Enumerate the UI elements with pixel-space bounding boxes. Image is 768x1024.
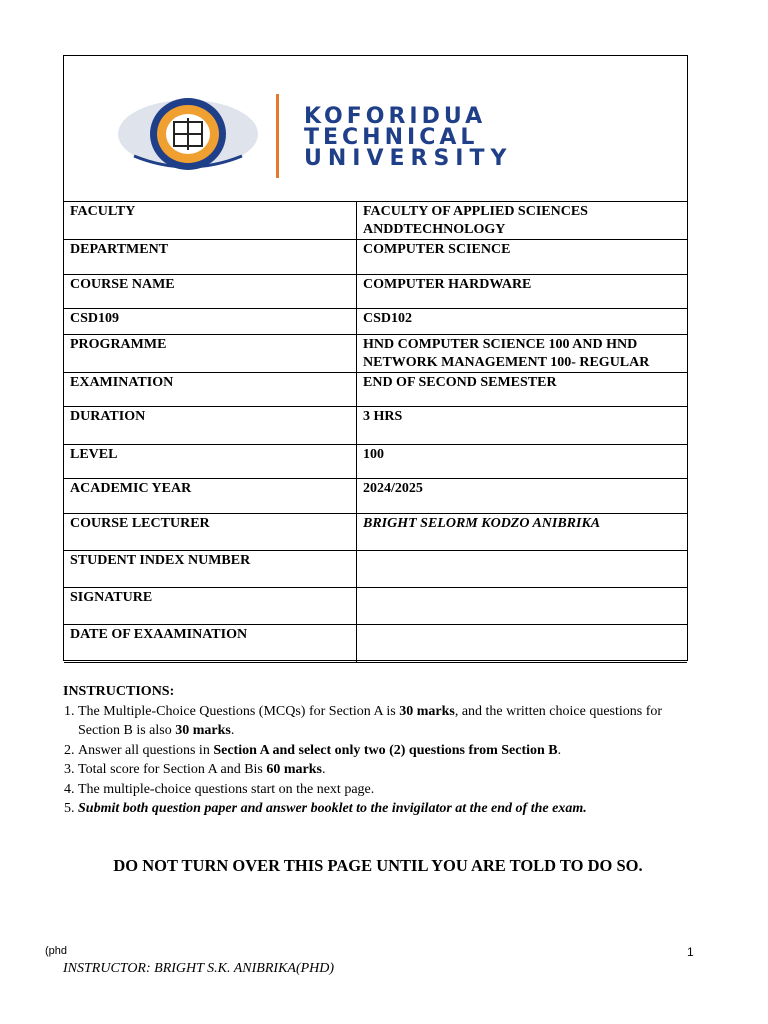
table-row	[64, 588, 687, 625]
instructions-block	[63, 682, 703, 819]
row-label: COURSE LECTURER	[64, 514, 357, 551]
emphasis: 30 marks	[175, 723, 231, 738]
row-label: EXAMINATION	[64, 373, 357, 407]
wordmark-line-1: KOFORIDUA	[304, 104, 487, 129]
text: The Multiple-Choice Questions (MCQs) for Section A is	[78, 703, 400, 719]
emphasis: Section A and select only two (2) questions from Section B	[213, 742, 558, 758]
emphasis: 30 marks	[399, 703, 455, 719]
row-value: COMPUTER HARDWARE	[357, 275, 688, 309]
table-row	[64, 479, 687, 514]
exam-info-table	[64, 202, 687, 663]
table-row	[64, 240, 687, 275]
row-value: FACULTY OF APPLIED SCIENCES ANDDTECHNOLOGY	[357, 202, 688, 240]
logo-header	[64, 56, 687, 202]
text: .	[557, 742, 562, 758]
row-label: ACADEMIC YEAR	[64, 479, 357, 514]
instructions-list	[63, 702, 703, 819]
list-item: 4. The multiple-choice questions start on the next page.	[78, 780, 703, 800]
row-value: 2024/2025	[357, 479, 688, 514]
warning-text: DO NOT TURN OVER THIS PAGE UNTIL YOU ARE TOLD TO DO SO.	[113, 856, 643, 875]
table-row	[64, 309, 687, 335]
text: Total score for Section A and Bis	[78, 762, 267, 777]
row-value	[357, 588, 688, 625]
table-row	[64, 407, 687, 445]
row-label: FACULTY	[64, 202, 357, 240]
list-item	[78, 741, 703, 761]
text: .	[322, 762, 326, 777]
table-row	[64, 625, 687, 663]
row-value: BRIGHT SELORM KODZO ANIBRIKA	[357, 514, 688, 551]
row-label: PROGRAMME	[64, 335, 357, 373]
row-label: SIGNATURE	[64, 588, 357, 625]
text: Answer all questions in	[78, 742, 214, 758]
text: , and the written choice questions for Section B is also	[78, 703, 663, 738]
table-row	[64, 445, 687, 479]
row-value: COMPUTER SCIENCE	[357, 240, 688, 275]
logo-divider	[276, 94, 279, 178]
table-row	[64, 275, 687, 309]
row-label: DEPARTMENT	[64, 240, 357, 275]
row-value: 3 HRS	[357, 407, 688, 445]
table-row	[64, 335, 687, 373]
row-value: 100	[357, 445, 688, 479]
wordmark-line-3: UNIVERSITY	[304, 146, 513, 171]
instructions-heading: INSTRUCTIONS:	[63, 684, 175, 699]
row-value	[357, 551, 688, 588]
row-value: CSD102	[357, 309, 688, 335]
page-number: 1	[687, 945, 694, 959]
list-item	[78, 760, 703, 780]
wordmark-line-2: TECHNICAL	[304, 125, 479, 150]
phd-note: (phd	[45, 945, 68, 957]
row-label: LEVEL	[64, 445, 357, 479]
university-seal-logo	[114, 92, 262, 176]
row-value: END OF SECOND SEMESTER	[357, 373, 688, 407]
row-value: HND COMPUTER SCIENCE 100 AND HND NETWORK MANAGEMENT 100- REGULAR	[357, 335, 688, 373]
row-label: DURATION	[64, 407, 357, 445]
row-label: COURSE NAME	[64, 275, 357, 309]
list-item	[78, 799, 703, 819]
emphasis: 60 marks	[266, 762, 323, 777]
row-label: DATE OF EXAAMINATION	[64, 625, 357, 663]
emphasis: Submit both question paper and answer booklet to the invigilator at the end of the exam.	[78, 801, 587, 816]
list-item	[78, 702, 703, 741]
university-wordmark	[304, 106, 512, 169]
instructor-footer: INSTRUCTOR: BRIGHT S.K. ANIBRIKA(PHD)	[63, 961, 335, 976]
text: .	[230, 723, 235, 738]
exam-cover-table	[63, 55, 688, 661]
row-value	[357, 625, 688, 663]
row-label: CSD109	[64, 309, 357, 335]
table-row	[64, 551, 687, 588]
table-row	[64, 373, 687, 407]
table-row	[64, 202, 687, 240]
table-row	[64, 514, 687, 551]
row-label: STUDENT INDEX NUMBER	[64, 551, 357, 588]
